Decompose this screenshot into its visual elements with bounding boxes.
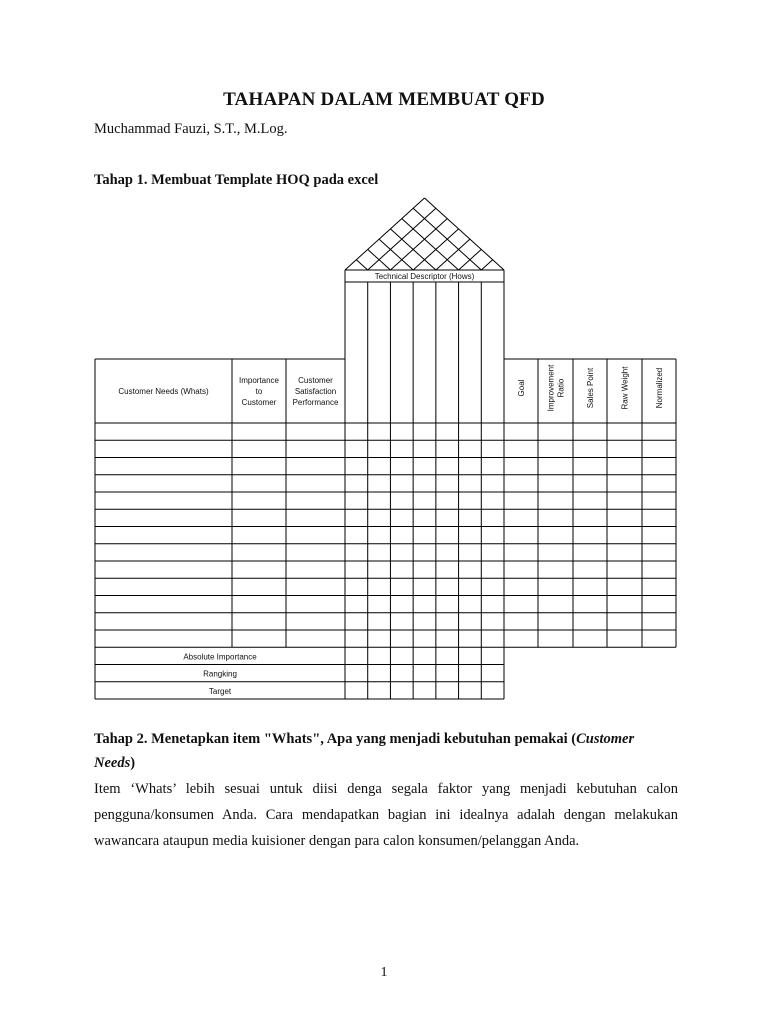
page-title: TAHAPAN DALAM MEMBUAT QFD: [223, 89, 545, 110]
right-column-label: Improvement: [546, 364, 556, 412]
roof-lattice-line: [356, 260, 367, 270]
right-column-label: Ratio: [556, 378, 566, 398]
step2-heading-text: Tahap 2. Menetapkan item "Whats", Apa yang menjadi kebutuhan pemakai (: [94, 731, 577, 747]
step2-heading-suffix: ): [130, 755, 136, 771]
importance-label-line: Customer: [241, 398, 277, 407]
roof-edge: [425, 198, 505, 270]
roof-lattice-line: [402, 219, 459, 270]
right-column-label: Raw Weight: [620, 366, 630, 410]
satisfaction-label-line: Satisfaction: [294, 387, 337, 396]
roof-lattice-line: [481, 260, 492, 270]
bottom-row-label: Rangking: [203, 669, 237, 679]
page-number: 1: [380, 965, 388, 980]
satisfaction-label-line: Performance: [292, 398, 339, 407]
step2-paragraph: Item ‘Whats’ lebih sesuai untuk diisi denga segala faktor yang menjadi kebutuhan calon pengguna/konsumen Anda. Cara mendapatkan bagian ini idealnya adalah dengan melakukan wawancara ataupun media kuisioner dengan para calon konsumen/pelanggan Anda.: [94, 781, 678, 849]
step2-heading-italic: Customer Needs: [94, 731, 635, 771]
bottom-row-label: Target: [208, 686, 232, 696]
customer-needs-label: Customer Needs (Whats): [118, 387, 209, 396]
technical-descriptor-label: Technical Descriptor (Hows): [374, 272, 475, 281]
bottom-row-label: Absolute Importance: [183, 652, 257, 662]
importance-label-line: to: [255, 387, 263, 396]
roof-edge: [345, 198, 425, 270]
step2-heading: [94, 727, 678, 775]
right-column-label: Sales Point: [586, 367, 595, 409]
author-line: Muchammad Fauzi, S.T., M.Log.: [94, 121, 288, 137]
importance-label-line: Importance: [238, 376, 280, 385]
right-column-label: Normalized: [655, 367, 664, 409]
step1-heading: Tahap 1. Membuat Template HOQ pada excel: [94, 172, 379, 188]
roof-lattice-line: [390, 219, 447, 270]
right-column-label: Goal: [517, 379, 526, 397]
satisfaction-label-line: Customer: [298, 376, 333, 385]
